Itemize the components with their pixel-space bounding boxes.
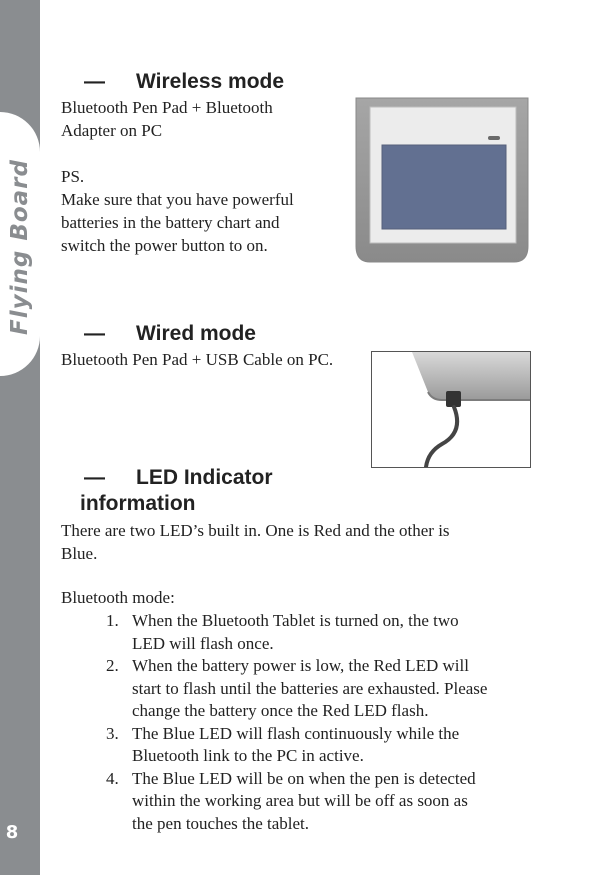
list-item — [96, 655, 536, 723]
tablet-illustration — [354, 96, 530, 264]
wired-body: Bluetooth Pen Pad + USB Cable on PC. — [61, 350, 334, 369]
led-indicator — [488, 136, 500, 140]
led-heading-line2: information — [80, 492, 196, 515]
heading-dash: — — [84, 466, 105, 489]
led-intro-line: Blue. — [61, 544, 98, 563]
wireless-line: PS. — [61, 167, 85, 186]
heading-dash: — — [84, 322, 105, 345]
list-number: 4. — [106, 768, 119, 788]
list-line: LED will flash once. — [132, 633, 274, 653]
wireless-heading — [84, 70, 284, 94]
list-line: the pen touches the tablet. — [132, 813, 310, 833]
list-line: When the Bluetooth Tablet is turned on, the two — [132, 611, 459, 630]
list-number: 2. — [106, 656, 119, 675]
wireless-body — [61, 96, 351, 257]
tablet-screen — [382, 145, 506, 229]
list-number: 1. — [106, 611, 119, 630]
wireless-heading-text: Wireless mode — [136, 70, 285, 93]
led-heading-line1: LED Indicator — [136, 466, 273, 489]
list-line: The Blue LED will flash continuously while the — [132, 723, 460, 743]
wired-heading — [84, 322, 256, 346]
wireless-line: Adapter on PC — [61, 121, 163, 140]
wired-heading-text: Wired mode — [136, 322, 256, 345]
wireless-line: Bluetooth Pen Pad + Bluetooth — [61, 98, 273, 117]
blank-line — [61, 142, 351, 165]
usb-plug — [446, 391, 461, 407]
list-number: 3. — [106, 723, 119, 743]
wireless-line: switch the power button to on. — [61, 236, 268, 255]
list-line: The Blue LED will be on when the pen is detected — [132, 768, 476, 788]
list-line: When the battery power is low, the Red LED will — [132, 656, 469, 675]
led-intro — [61, 519, 541, 565]
usb-cable-illustration — [371, 351, 531, 468]
list-item — [96, 723, 536, 768]
list-item — [96, 768, 536, 836]
bluetooth-mode-label: Bluetooth mode: — [61, 588, 175, 607]
list-line: start to flash until the batteries are exhausted. Please — [132, 678, 488, 698]
heading-dash: — — [84, 70, 105, 93]
led-intro-line: There are two LED’s built in. One is Red and the other is — [61, 521, 450, 540]
list-line: change the battery once the Red LED flash. — [132, 701, 429, 720]
list-line: within the working area but will be off as soon as — [132, 791, 468, 810]
page-number: 8 — [5, 822, 19, 843]
wireless-line: batteries in the battery chart and — [61, 213, 280, 232]
led-heading — [84, 466, 273, 490]
sidebar-title: Flying Board — [7, 159, 33, 335]
wireless-line: Make sure that you have powerful — [61, 190, 294, 209]
led-list — [96, 610, 536, 835]
list-item — [96, 610, 536, 655]
list-line: Bluetooth link to the PC in active. — [132, 746, 364, 765]
